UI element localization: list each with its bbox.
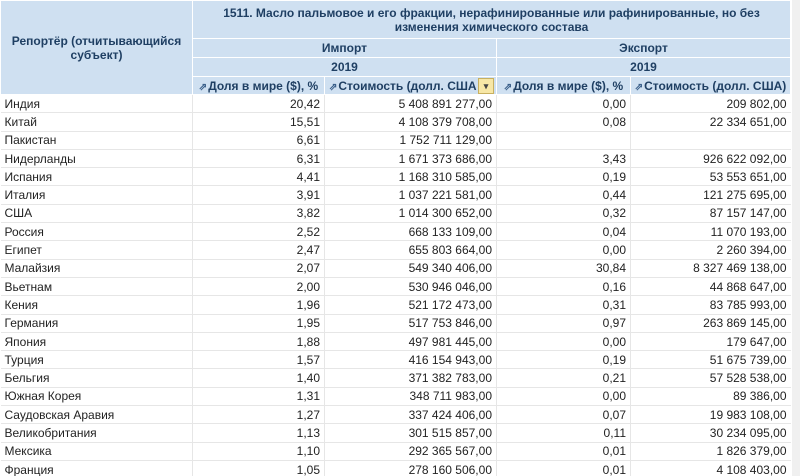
table-row[interactable] bbox=[1, 387, 791, 405]
export-group-header: Экспорт bbox=[497, 39, 791, 58]
export-share-cell: 0,11 bbox=[497, 424, 631, 442]
import-share-cell: 1,05 bbox=[193, 460, 325, 476]
import-share-cell: 6,31 bbox=[193, 149, 325, 167]
export-value-cell: 30 234 095,00 bbox=[631, 424, 791, 442]
export-share-cell: 0,31 bbox=[497, 296, 631, 314]
export-value-cell: 53 553 651,00 bbox=[631, 168, 791, 186]
export-share-cell: 0,01 bbox=[497, 460, 631, 476]
export-share-cell: 0,00 bbox=[497, 387, 631, 405]
table-row[interactable] bbox=[1, 369, 791, 387]
country-cell: Египет bbox=[1, 241, 193, 259]
import-value-cell: 655 803 664,00 bbox=[325, 241, 497, 259]
table-row[interactable] bbox=[1, 442, 791, 460]
export-value-cell: 209 802,00 bbox=[631, 95, 791, 113]
import-share-cell: 1,27 bbox=[193, 406, 325, 424]
export-share-column-header[interactable]: ⇗Доля в мире ($), % bbox=[497, 77, 631, 95]
export-share-cell: 30,84 bbox=[497, 259, 631, 277]
table-row[interactable] bbox=[1, 113, 791, 131]
import-value-cell: 530 946 046,00 bbox=[325, 277, 497, 295]
import-group-header: Импорт bbox=[193, 39, 497, 58]
export-value-cell: 51 675 739,00 bbox=[631, 351, 791, 369]
country-cell: Турция bbox=[1, 351, 193, 369]
import-value-cell: 4 108 379 708,00 bbox=[325, 113, 497, 131]
table-row[interactable] bbox=[1, 277, 791, 295]
country-cell: Италия bbox=[1, 186, 193, 204]
export-value-cell: 44 868 647,00 bbox=[631, 277, 791, 295]
table-row[interactable] bbox=[1, 204, 791, 222]
import-value-cell: 301 515 857,00 bbox=[325, 424, 497, 442]
import-share-cell: 2,47 bbox=[193, 241, 325, 259]
export-value-cell: 263 869 145,00 bbox=[631, 314, 791, 332]
import-share-cell: 20,42 bbox=[193, 95, 325, 113]
country-cell: Мексика bbox=[1, 442, 193, 460]
dropdown-chevron-icon[interactable]: ▾ bbox=[478, 78, 494, 94]
import-value-cell: 1 752 711 129,00 bbox=[325, 131, 497, 149]
export-share-cell: 0,00 bbox=[497, 332, 631, 350]
table-row[interactable] bbox=[1, 186, 791, 204]
table-row[interactable] bbox=[1, 95, 791, 113]
export-value-cell: 57 528 538,00 bbox=[631, 369, 791, 387]
import-share-cell: 1,31 bbox=[193, 387, 325, 405]
export-value-cell: 2 260 394,00 bbox=[631, 241, 791, 259]
export-share-cell: 0,21 bbox=[497, 369, 631, 387]
import-value-cell: 668 133 109,00 bbox=[325, 223, 497, 241]
import-value-cell: 371 382 783,00 bbox=[325, 369, 497, 387]
table-row[interactable] bbox=[1, 332, 791, 350]
table-row[interactable] bbox=[1, 241, 791, 259]
export-value-cell: 1 826 379,00 bbox=[631, 442, 791, 460]
import-value-cell: 1 014 300 652,00 bbox=[325, 204, 497, 222]
country-cell: Южная Корея bbox=[1, 387, 193, 405]
country-cell: США bbox=[1, 204, 193, 222]
import-share-cell: 6,61 bbox=[193, 131, 325, 149]
import-share-cell: 1,95 bbox=[193, 314, 325, 332]
country-cell: Япония bbox=[1, 332, 193, 350]
export-share-cell bbox=[497, 131, 631, 149]
table-row[interactable] bbox=[1, 259, 791, 277]
import-value-cell: 5 408 891 277,00 bbox=[325, 95, 497, 113]
import-value-cell: 521 172 473,00 bbox=[325, 296, 497, 314]
export-share-cell: 0,00 bbox=[497, 95, 631, 113]
country-cell: Пакистан bbox=[1, 131, 193, 149]
country-cell: Малайзия bbox=[1, 259, 193, 277]
export-value-cell: 87 157 147,00 bbox=[631, 204, 791, 222]
import-value-cell: 337 424 406,00 bbox=[325, 406, 497, 424]
import-value-cell: 348 711 983,00 bbox=[325, 387, 497, 405]
export-share-cell: 0,44 bbox=[497, 186, 631, 204]
table-row[interactable] bbox=[1, 314, 791, 332]
table-row[interactable] bbox=[1, 424, 791, 442]
import-share-cell: 1,10 bbox=[193, 442, 325, 460]
table-body bbox=[1, 95, 791, 476]
import-value-cell: 278 160 506,00 bbox=[325, 460, 497, 476]
import-value-cell: 1 671 373 686,00 bbox=[325, 149, 497, 167]
export-share-cell: 0,97 bbox=[497, 314, 631, 332]
vertical-scrollbar[interactable] bbox=[792, 0, 800, 476]
export-value-cell bbox=[631, 131, 791, 149]
sort-arrow-icon[interactable]: ⇗ bbox=[329, 81, 338, 93]
table-row[interactable] bbox=[1, 406, 791, 424]
export-share-cell: 0,04 bbox=[497, 223, 631, 241]
table-row[interactable] bbox=[1, 223, 791, 241]
import-value-cell: 549 340 406,00 bbox=[325, 259, 497, 277]
country-cell: Германия bbox=[1, 314, 193, 332]
country-cell: Франция bbox=[1, 460, 193, 476]
export-share-cell: 0,00 bbox=[497, 241, 631, 259]
import-share-cell: 3,82 bbox=[193, 204, 325, 222]
table-row[interactable] bbox=[1, 351, 791, 369]
import-share-cell: 4,41 bbox=[193, 168, 325, 186]
product-title: 1511. Масло пальмовое и его фракции, нерафинированные или рафинированные, но без изменения химического состава bbox=[193, 1, 791, 39]
import-share-cell: 2,52 bbox=[193, 223, 325, 241]
export-value-cell: 926 622 092,00 bbox=[631, 149, 791, 167]
table-row[interactable] bbox=[1, 131, 791, 149]
import-value-cell: 1 037 221 581,00 bbox=[325, 186, 497, 204]
export-value-cell: 89 386,00 bbox=[631, 387, 791, 405]
export-year-header: 2019 bbox=[497, 58, 791, 77]
export-value-cell: 22 334 651,00 bbox=[631, 113, 791, 131]
import-value-cell: 517 753 846,00 bbox=[325, 314, 497, 332]
import-value-cell: 1 168 310 585,00 bbox=[325, 168, 497, 186]
import-share-cell: 1,13 bbox=[193, 424, 325, 442]
country-cell: Кения bbox=[1, 296, 193, 314]
country-cell: Великобритания bbox=[1, 424, 193, 442]
export-share-cell: 0,16 bbox=[497, 277, 631, 295]
import-share-cell: 1,96 bbox=[193, 296, 325, 314]
export-value-cell: 83 785 993,00 bbox=[631, 296, 791, 314]
export-share-cell: 0,32 bbox=[497, 204, 631, 222]
reporter-column-header[interactable]: Репортёр (отчитывающийся субъект) bbox=[1, 1, 193, 95]
import-share-cell: 1,88 bbox=[193, 332, 325, 350]
export-value-cell: 4 108 403,00 bbox=[631, 460, 791, 476]
export-value-cell: 121 275 695,00 bbox=[631, 186, 791, 204]
table-row[interactable] bbox=[1, 460, 791, 476]
import-share-cell: 2,07 bbox=[193, 259, 325, 277]
country-cell: Испания bbox=[1, 168, 193, 186]
import-share-cell: 15,51 bbox=[193, 113, 325, 131]
country-cell: Саудовская Аравия bbox=[1, 406, 193, 424]
country-cell: Индия bbox=[1, 95, 193, 113]
export-value-cell: 11 070 193,00 bbox=[631, 223, 791, 241]
export-value-cell: 19 983 108,00 bbox=[631, 406, 791, 424]
table-row[interactable] bbox=[1, 149, 791, 167]
sort-arrow-icon[interactable]: ⇗ bbox=[503, 81, 513, 93]
table-row[interactable] bbox=[1, 296, 791, 314]
export-share-cell: 3,43 bbox=[497, 149, 631, 167]
import-share-cell: 2,00 bbox=[193, 277, 325, 295]
import-share-column-header[interactable]: ⇗Доля в мире ($), % bbox=[193, 77, 325, 95]
export-share-cell: 0,08 bbox=[497, 113, 631, 131]
import-share-cell: 3,91 bbox=[193, 186, 325, 204]
country-cell: Вьетнам bbox=[1, 277, 193, 295]
country-cell: Бельгия bbox=[1, 369, 193, 387]
export-value-cell: 179 647,00 bbox=[631, 332, 791, 350]
country-cell: Китай bbox=[1, 113, 193, 131]
import-share-cell: 1,40 bbox=[193, 369, 325, 387]
import-value-cell: 292 365 567,00 bbox=[325, 442, 497, 460]
export-share-cell: 0,19 bbox=[497, 168, 631, 186]
country-cell: Нидерланды bbox=[1, 149, 193, 167]
country-cell: Россия bbox=[1, 223, 193, 241]
export-share-cell: 0,07 bbox=[497, 406, 631, 424]
table-row[interactable] bbox=[1, 168, 791, 186]
import-value-cell: 497 981 445,00 bbox=[325, 332, 497, 350]
sort-arrow-icon[interactable]: ⇗ bbox=[634, 81, 644, 93]
export-value-column-header[interactable]: ⇗Стоимость (долл. США) bbox=[631, 77, 791, 95]
export-share-cell: 0,19 bbox=[497, 351, 631, 369]
sort-arrow-icon[interactable]: ⇗ bbox=[198, 81, 208, 93]
import-value-cell: 416 154 943,00 bbox=[325, 351, 497, 369]
export-share-cell: 0,01 bbox=[497, 442, 631, 460]
import-year-header: 2019 bbox=[193, 58, 497, 77]
import-share-cell: 1,57 bbox=[193, 351, 325, 369]
import-value-column-header[interactable]: ⇗Стоимость (долл. США ▾ bbox=[325, 77, 497, 95]
export-value-cell: 8 327 469 138,00 bbox=[631, 259, 791, 277]
